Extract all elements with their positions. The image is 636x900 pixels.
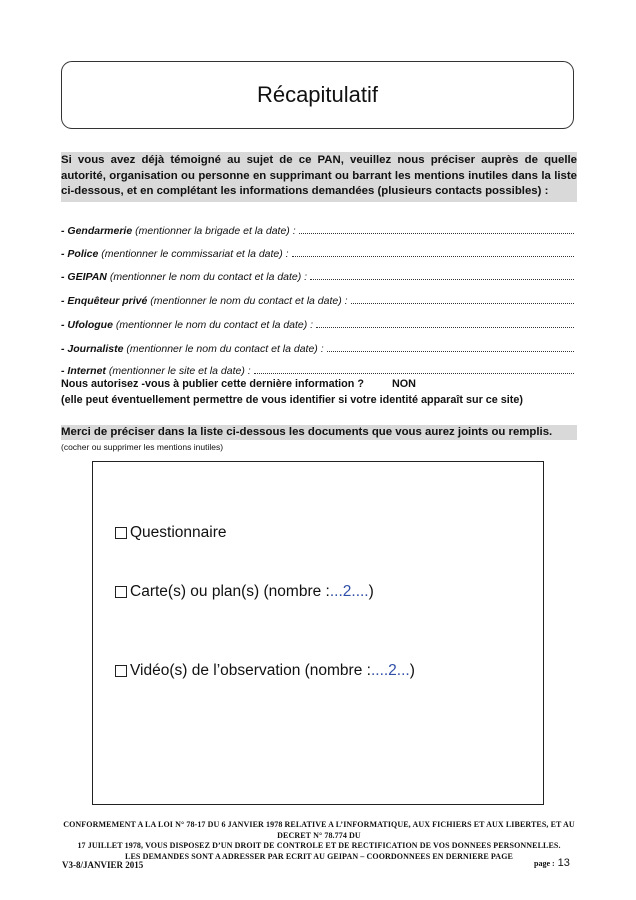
legal-line: CONFORMEMENT A LA LOI N° 78-17 DU 6 JANVIER 1978 RELATIVE A L’INFORMATIQUE, AUX FICHIERS ET AUX LIBERTES, ET AU DECRET N° 78.774 DU bbox=[63, 820, 575, 840]
doc-item-cartes[interactable] bbox=[115, 583, 374, 601]
footer-version: V3-8/JANVIER 2015 bbox=[62, 860, 144, 870]
doc-item-count[interactable]: ....2... bbox=[370, 662, 410, 679]
contact-gendarmerie[interactable] bbox=[61, 224, 574, 237]
contact-hint: (mentionner le nom du contact et la date) : bbox=[112, 319, 314, 331]
doc-item-questionnaire[interactable] bbox=[115, 524, 227, 542]
contact-fill-line[interactable] bbox=[254, 364, 574, 374]
legal-line: LES DEMANDES SONT A ADRESSER PAR ECRIT AU GEIPAN – COORDONNEES EN DERNIERE PAGE bbox=[125, 851, 513, 861]
doc-item-suffix: ) bbox=[368, 583, 374, 600]
intro-text: Si vous avez déjà témoigné au sujet de ce PAN, veuillez nous préciser auprès de quelle autorité, organisation ou personne en supprimant ou barrant les mentions inutiles dans la liste ci-dessous, et en complétant les informations demandées (plusieurs contacts possibles) : bbox=[61, 152, 577, 202]
contact-hint: (mentionner la brigade et la date) : bbox=[132, 225, 296, 237]
contact-name: - Police bbox=[61, 248, 99, 260]
contact-journaliste[interactable] bbox=[61, 342, 574, 355]
contact-hint: (mentionner le nom du contact et la date) : bbox=[147, 295, 348, 307]
contact-name: - Internet bbox=[61, 365, 106, 377]
contact-hint: (mentionner le nom du contact et la date) : bbox=[123, 343, 324, 355]
contact-name: - GEIPAN bbox=[61, 271, 107, 283]
contact-name: - Ufologue bbox=[61, 319, 113, 331]
authorize-note: (elle peut éventuellement permettre de vous identifier si votre identité apparaît sur ce site) bbox=[61, 394, 523, 406]
contact-fill-line[interactable] bbox=[327, 342, 574, 352]
contact-name: - Gendarmerie bbox=[61, 225, 133, 237]
checkbox-icon[interactable] bbox=[115, 527, 127, 539]
authorize-question-text: Nous autorisez -vous à publier cette dernière information ? bbox=[61, 378, 364, 390]
checkbox-icon[interactable] bbox=[115, 586, 127, 598]
contact-internet[interactable] bbox=[61, 364, 574, 377]
legal-notice bbox=[61, 820, 577, 862]
contact-name: - Journaliste bbox=[61, 343, 124, 355]
documents-header: Merci de préciser dans la liste ci-dessous les documents que vous aurez joints ou remplis. bbox=[61, 425, 577, 440]
doc-item-label: Vidéo(s) de l’observation (nombre : bbox=[130, 662, 371, 679]
contact-fill-line[interactable] bbox=[292, 247, 574, 257]
contact-fill-line[interactable] bbox=[351, 294, 574, 304]
documents-subheader: (cocher ou supprimer les mentions inutiles) bbox=[61, 442, 224, 452]
contact-hint: (mentionner le site et la date) : bbox=[105, 365, 251, 377]
doc-item-label: Questionnaire bbox=[130, 524, 227, 541]
contact-fill-line[interactable] bbox=[316, 318, 574, 328]
contact-fill-line[interactable] bbox=[299, 224, 574, 234]
authorize-question bbox=[61, 378, 416, 390]
documents-box bbox=[92, 461, 544, 805]
contact-hint: (mentionner le nom du contact et la date) : bbox=[106, 271, 308, 283]
contact-enqueteur[interactable] bbox=[61, 294, 574, 307]
page-label: page : bbox=[534, 859, 555, 868]
contact-geipan[interactable] bbox=[61, 270, 574, 283]
doc-item-label: Carte(s) ou plan(s) (nombre : bbox=[130, 583, 330, 600]
doc-item-videos[interactable] bbox=[115, 662, 415, 680]
footer-page bbox=[534, 857, 570, 869]
contact-name: - Enquêteur privé bbox=[61, 295, 148, 307]
doc-item-suffix: ) bbox=[409, 662, 415, 679]
legal-line: 17 JUILLET 1978, VOUS DISPOSEZ D’UN DROIT DE CONTROLE ET DE RECTIFICATION DE VOS DONNEES PERSONNELLES. bbox=[77, 841, 561, 850]
title-box bbox=[61, 61, 574, 129]
page-number: 13 bbox=[557, 857, 570, 869]
contact-police[interactable] bbox=[61, 247, 574, 260]
checkbox-icon[interactable] bbox=[115, 665, 127, 677]
contact-fill-line[interactable] bbox=[310, 270, 574, 280]
page-title: Récapitulatif bbox=[256, 82, 379, 107]
doc-item-count[interactable]: ...2.... bbox=[329, 583, 369, 600]
contact-ufologue[interactable] bbox=[61, 318, 574, 331]
authorize-answer[interactable]: NON bbox=[391, 378, 416, 390]
contact-hint: (mentionner le commissariat et la date) : bbox=[98, 248, 289, 260]
